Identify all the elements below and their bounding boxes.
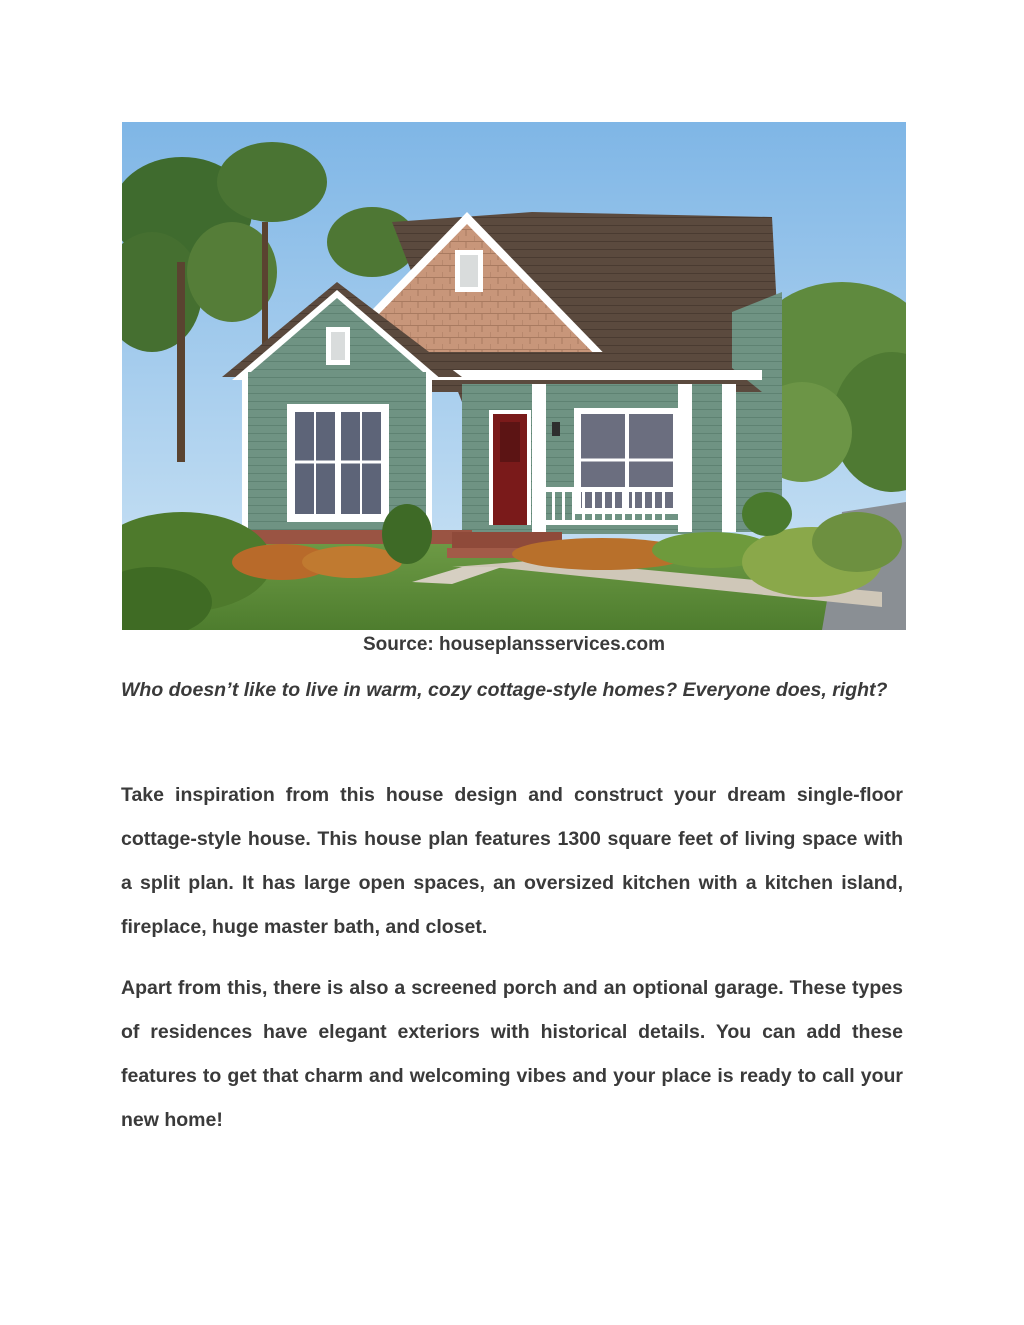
body-paragraph-1: Take inspiration from this house design and construct your dream single-floor cottage-style house. This house plan features 1300 square feet of living space with a split plan. It has large open spaces, an oversized kitchen with a kitchen island, fireplace, huge master bath, and closet. (121, 784, 903, 938)
intro-paragraph: Who doesn’t like to live in warm, cozy cottage-style homes? Everyone does, right? (121, 679, 888, 701)
cottage-house-image (122, 122, 906, 630)
house-illustration (122, 122, 906, 630)
body-paragraph-2: Apart from this, there is also a screened porch and an optional garage. These types of residences have elegant exteriors with historical details. You can add these features to get that charm and welcoming vibes and your place is ready to call your new home! (121, 977, 903, 1131)
image-caption: Source: houseplansservices.com (362, 634, 665, 655)
